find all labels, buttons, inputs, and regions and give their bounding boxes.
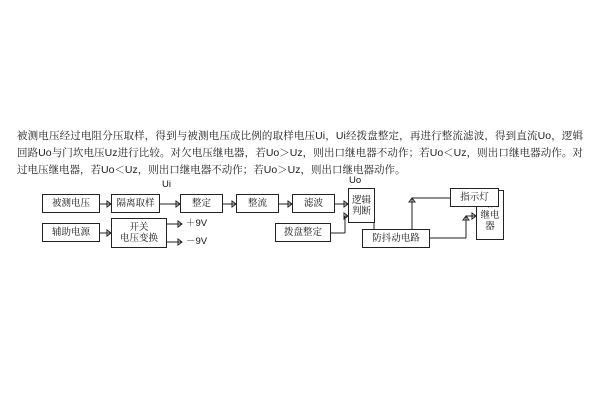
block-label: 隔离取样 — [116, 198, 155, 209]
block-filter — [292, 194, 335, 213]
block-label: 整定 — [191, 198, 211, 209]
block-label-line2: 继电 — [480, 209, 500, 221]
block-label-line1: 逻辑 — [351, 194, 371, 206]
block-label-line2: 电压变换 — [119, 233, 158, 244]
description-paragraph — [17, 128, 583, 179]
block-input-voltage — [42, 194, 100, 213]
description-text: 被测电压经过电阻分压取样，得到与被测电压成比例的取样电压Ui，Ui经拨盘整定，再进行整流滤波，得到直流Uo，逻辑回路Uo与门坎电压Uz进行比较。对欠电压继电器，若Uo＞Uz，则出口继电器不动作；若Uo＜Uz，则出口继电器动作。对过电压继电器，若Uo＜Uz，则出口继电器不动作；若Uo＞Uz，则出口继电器动作。 — [17, 130, 583, 176]
block-anti-shake-circuit — [362, 229, 430, 248]
block-label: 滤波 — [303, 198, 323, 209]
block-switch-voltage-convert — [111, 218, 167, 248]
block-setting — [180, 194, 223, 213]
block-label-line3: 器 — [485, 220, 495, 232]
block-label-line2: 判断 — [351, 205, 371, 217]
label-ui: Ui — [162, 179, 171, 190]
label-plus9v: ＋9V — [186, 218, 208, 229]
block-label-line1: 开关 — [129, 222, 149, 233]
block-label: 拨盘整定 — [283, 227, 322, 238]
block-logic-judge — [348, 188, 375, 223]
block-isolation-sample — [111, 194, 160, 213]
block-label: 辅助电源 — [51, 227, 90, 238]
label-minus9v: －9V — [186, 236, 208, 247]
block-label: 整流 — [247, 198, 267, 209]
block-rectify — [236, 194, 279, 213]
label-uo: Uo — [349, 175, 362, 186]
block-label: 防抖动电路 — [372, 233, 420, 244]
block-label: 被测电压 — [51, 198, 90, 209]
block-dial-setting — [275, 223, 331, 242]
block-label: 指示灯 — [460, 192, 489, 203]
block-indicator-light — [450, 188, 499, 207]
block-diagram — [0, 176, 600, 286]
block-aux-power — [42, 223, 100, 242]
